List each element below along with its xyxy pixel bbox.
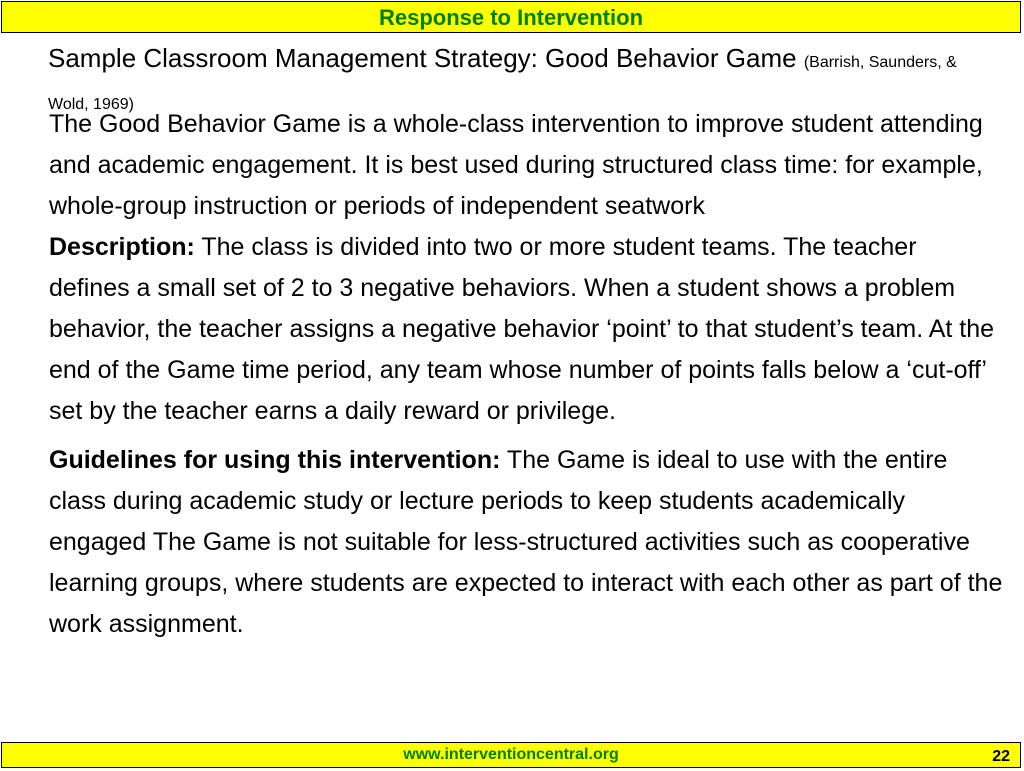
guidelines-paragraph — [49, 440, 1004, 645]
description-paragraph — [49, 227, 1004, 432]
guidelines-text: The Game is ideal to use with the entire class during academic study or lecture periods to keep students academically engaged The Game is not suitable for less-structured activities such as cooperative learning groups, where students are expected to interact with each other as part of the work assignment. — [49, 446, 1003, 638]
footer-banner — [1, 742, 1021, 768]
title-citation: (Barrish, Saunders, & Wold, 1969) — [48, 54, 957, 113]
description-label: Description: — [49, 233, 195, 261]
banner-title: Response to Intervention — [378, 5, 644, 30]
slide-title-text: Sample Classroom Management Strategy: Good Behavior Game — [48, 43, 797, 73]
slide-body — [49, 104, 1004, 645]
guidelines-label: Guidelines for using this intervention: — [49, 446, 501, 474]
page-number: 22 — [992, 748, 1010, 765]
header-banner — [1, 1, 1021, 33]
description-text: The class is divided into two or more student teams. The teacher defines a small set of 2 to 3 negative behaviors. When a student shows a problem behavior, the teacher assigns a negative behavior ‘point’ to that student’s team. At the end of the Game time period, any team whose number of points falls below a ‘cut-off’ set by the teacher earns a daily reward or privilege. — [49, 233, 995, 425]
footer-url-link[interactable]: www.interventioncentral.org — [403, 746, 619, 763]
intro-paragraph: The Good Behavior Game is a whole-class intervention to improve student attending and academic engagement. It is best used during structured class time: for example, whole-group instruction or periods of independent seatwork — [49, 110, 983, 220]
